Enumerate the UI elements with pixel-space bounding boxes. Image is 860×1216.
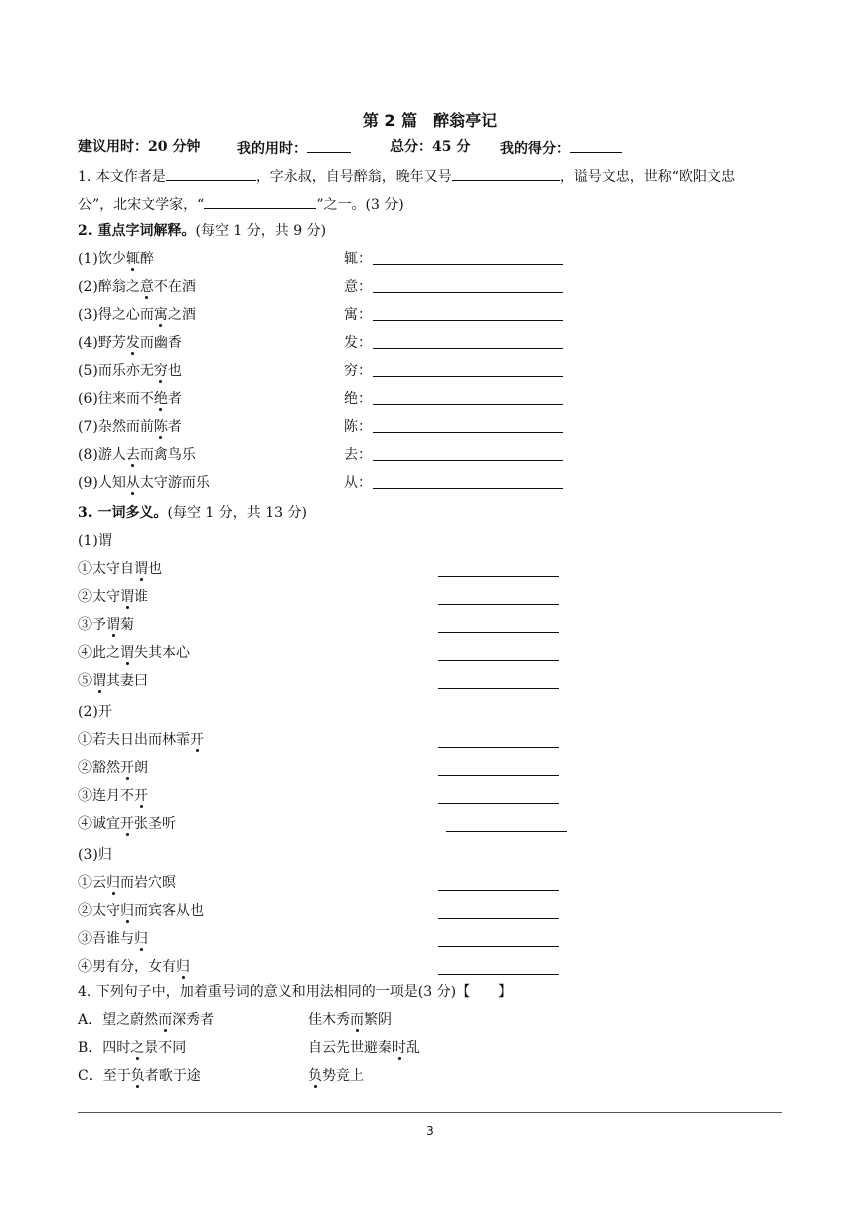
phrase: ③予谓菊 bbox=[78, 617, 134, 633]
page-title: 第 2 篇 醉翁亭记 bbox=[362, 111, 498, 130]
answer-blank[interactable] bbox=[373, 292, 563, 293]
option-left bbox=[78, 1011, 214, 1029]
word-group-label: (1)谓 bbox=[78, 533, 112, 549]
word-group-label: (3)归 bbox=[78, 847, 112, 863]
list-item bbox=[78, 616, 134, 634]
phrase: C．至于负者歌于途 bbox=[78, 1068, 201, 1084]
list-item bbox=[78, 759, 148, 777]
list-item bbox=[78, 278, 196, 296]
answer-blank[interactable] bbox=[438, 946, 559, 947]
answer-blank[interactable] bbox=[373, 348, 563, 349]
list-item bbox=[78, 362, 182, 380]
emphasized-character: 归 bbox=[106, 875, 120, 891]
phrase: (6)往来而不绝者 bbox=[78, 391, 182, 407]
answer-blank[interactable] bbox=[452, 166, 560, 181]
emphasized-character: 谓 bbox=[134, 561, 148, 577]
list-item bbox=[78, 787, 148, 805]
list-item bbox=[78, 874, 176, 892]
phrase: (3)得之心而寓之酒 bbox=[78, 307, 196, 323]
suggested-time: 建议用时：20 分钟 bbox=[78, 139, 201, 155]
phrase: ②太守归而宾客从也 bbox=[78, 903, 204, 919]
page-number: 3 bbox=[426, 1124, 434, 1138]
term-label: 绝： bbox=[344, 391, 372, 407]
answer-blank[interactable] bbox=[438, 974, 559, 975]
emphasized-character: 寓 bbox=[153, 307, 168, 323]
phrase: 负势竞上 bbox=[308, 1068, 364, 1084]
answer-blank[interactable] bbox=[166, 166, 256, 181]
phrase: (5)而乐亦无穷也 bbox=[78, 363, 182, 379]
list-item bbox=[78, 306, 196, 324]
emphasized-character: 归 bbox=[176, 959, 190, 975]
my-score-label: 我的得分： bbox=[500, 138, 622, 158]
answer-blank[interactable] bbox=[373, 404, 563, 405]
phrase: ⑤谓其妻曰 bbox=[78, 673, 148, 689]
phrase: ④诚宜开张圣听 bbox=[78, 816, 176, 832]
emphasized-character: 归 bbox=[134, 931, 148, 947]
phrase: 自云先世避秦时乱 bbox=[308, 1040, 420, 1056]
list-item bbox=[78, 474, 210, 492]
option-right bbox=[308, 1067, 364, 1085]
option-left bbox=[78, 1067, 201, 1085]
emphasized-character: 绝 bbox=[153, 391, 168, 407]
phrase: ④男有分，女有归 bbox=[78, 959, 190, 975]
phrase: ③连月不开 bbox=[78, 788, 148, 804]
term-label: 去： bbox=[344, 447, 372, 463]
answer-blank[interactable] bbox=[438, 688, 559, 689]
answer-blank[interactable] bbox=[373, 460, 563, 461]
phrase: (2)醉翁之意不在酒 bbox=[78, 279, 196, 295]
phrase: ②豁然开朗 bbox=[78, 760, 148, 776]
emphasized-character: 开 bbox=[190, 732, 204, 748]
emphasized-character: 而 bbox=[350, 1012, 364, 1028]
term-label: 从： bbox=[344, 475, 372, 491]
list-item bbox=[78, 644, 190, 662]
emphasized-character: 穷 bbox=[153, 363, 168, 379]
term-label: 寓： bbox=[344, 307, 372, 323]
answer-blank[interactable] bbox=[438, 890, 559, 891]
emphasized-character: 而 bbox=[158, 1012, 173, 1028]
answer-blank[interactable] bbox=[373, 376, 563, 377]
phrase: (9)人知从太守游而乐 bbox=[78, 475, 210, 491]
phrase: (8)游人去而禽鸟乐 bbox=[78, 447, 196, 463]
list-item bbox=[78, 446, 196, 464]
phrase: B．四时之景不同 bbox=[78, 1040, 187, 1056]
answer-blank[interactable] bbox=[438, 604, 559, 605]
list-item bbox=[78, 731, 204, 749]
option-right bbox=[308, 1011, 392, 1029]
list-item bbox=[78, 418, 182, 436]
answer-blank[interactable] bbox=[438, 747, 559, 748]
list-item bbox=[78, 560, 162, 578]
answer-blank[interactable] bbox=[373, 320, 563, 321]
total-score: 总分：45 分 bbox=[390, 139, 471, 155]
emphasized-character: 归 bbox=[120, 903, 134, 919]
option-right bbox=[308, 1039, 420, 1057]
phrase: ④此之谓失其本心 bbox=[78, 645, 190, 661]
answer-blank[interactable] bbox=[438, 632, 559, 633]
answer-blank[interactable] bbox=[438, 775, 559, 776]
emphasized-character: 谓 bbox=[120, 589, 134, 605]
phrase: ②太守谓谁 bbox=[78, 589, 148, 605]
term-label: 陈： bbox=[344, 419, 372, 435]
list-item bbox=[78, 930, 148, 948]
phrase: (7)杂然而前陈者 bbox=[78, 419, 182, 435]
phrase: 佳木秀而繁阴 bbox=[308, 1012, 392, 1028]
answer-blank[interactable] bbox=[438, 803, 559, 804]
emphasized-character: 发 bbox=[125, 335, 140, 351]
phrase: ③吾谁与归 bbox=[78, 931, 148, 947]
emphasized-character: 负 bbox=[308, 1068, 322, 1084]
list-item bbox=[78, 958, 190, 976]
phrase: ①云归而岩穴暝 bbox=[78, 875, 176, 891]
question-2-heading: 2. 重点字词解释。(每空 1 分，共 9 分) bbox=[78, 223, 327, 239]
emphasized-character: 负 bbox=[130, 1068, 145, 1084]
term-label: 发： bbox=[344, 335, 372, 351]
term-label: 穷： bbox=[344, 363, 372, 379]
term-label: 辄： bbox=[344, 251, 372, 267]
word-group-label: (2)开 bbox=[78, 704, 112, 720]
list-item bbox=[78, 902, 204, 920]
list-item bbox=[78, 334, 182, 352]
emphasized-character: 时 bbox=[392, 1040, 406, 1056]
list-item bbox=[78, 250, 154, 268]
list-item bbox=[78, 390, 182, 408]
emphasized-character: 从 bbox=[125, 475, 140, 491]
emphasized-character: 开 bbox=[134, 788, 148, 804]
emphasized-character: 开 bbox=[120, 816, 134, 832]
question-3-heading: 3. 一词多义。(每空 1 分，共 13 分) bbox=[78, 505, 307, 521]
question-1-line-2: 公”，北宋文学家，“ ”之一。(3 分) bbox=[78, 194, 404, 214]
list-item bbox=[78, 672, 148, 690]
option-left bbox=[78, 1039, 186, 1057]
phrase: ①若夫日出而林霏开 bbox=[78, 732, 204, 748]
list-item bbox=[78, 815, 176, 833]
term-label: 意： bbox=[344, 279, 372, 295]
emphasized-character: 谓 bbox=[120, 645, 134, 661]
answer-blank[interactable] bbox=[438, 660, 559, 661]
list-item bbox=[78, 588, 148, 606]
emphasized-character: 之 bbox=[130, 1040, 145, 1056]
answer-blank[interactable] bbox=[446, 831, 567, 832]
question-1-line-1: 1. 本文作者是 ，字永叔，自号醉翁，晚年又号 ，谥号文忠，世称“欧阳文忠 bbox=[78, 166, 735, 186]
emphasized-character: 陈 bbox=[153, 419, 168, 435]
answer-blank[interactable] bbox=[438, 576, 559, 577]
phrase: A．望之蔚然而深秀者 bbox=[78, 1012, 215, 1028]
answer-blank[interactable] bbox=[438, 918, 559, 919]
answer-blank[interactable] bbox=[373, 488, 563, 489]
emphasized-character: 去 bbox=[125, 447, 140, 463]
emphasized-character: 辄 bbox=[125, 251, 140, 267]
phrase: (4)野芳发而幽香 bbox=[78, 335, 182, 351]
answer-blank[interactable] bbox=[373, 432, 563, 433]
phrase: ①太守自谓也 bbox=[78, 561, 162, 577]
phrase: (1)饮少辄醉 bbox=[78, 251, 154, 267]
emphasized-character: 谓 bbox=[106, 617, 120, 633]
answer-blank[interactable] bbox=[373, 264, 563, 265]
answer-blank[interactable] bbox=[204, 194, 316, 209]
question-4-heading: 4. 下列句子中，加着重号词的意义和用法相同的一项是(3 分)【 】 bbox=[78, 984, 513, 1000]
my-time-label: 我的用时： bbox=[237, 138, 351, 158]
emphasized-character: 意 bbox=[139, 279, 154, 295]
footer-rule bbox=[78, 1112, 782, 1113]
emphasized-character: 谓 bbox=[92, 673, 106, 689]
emphasized-character: 开 bbox=[120, 760, 134, 776]
